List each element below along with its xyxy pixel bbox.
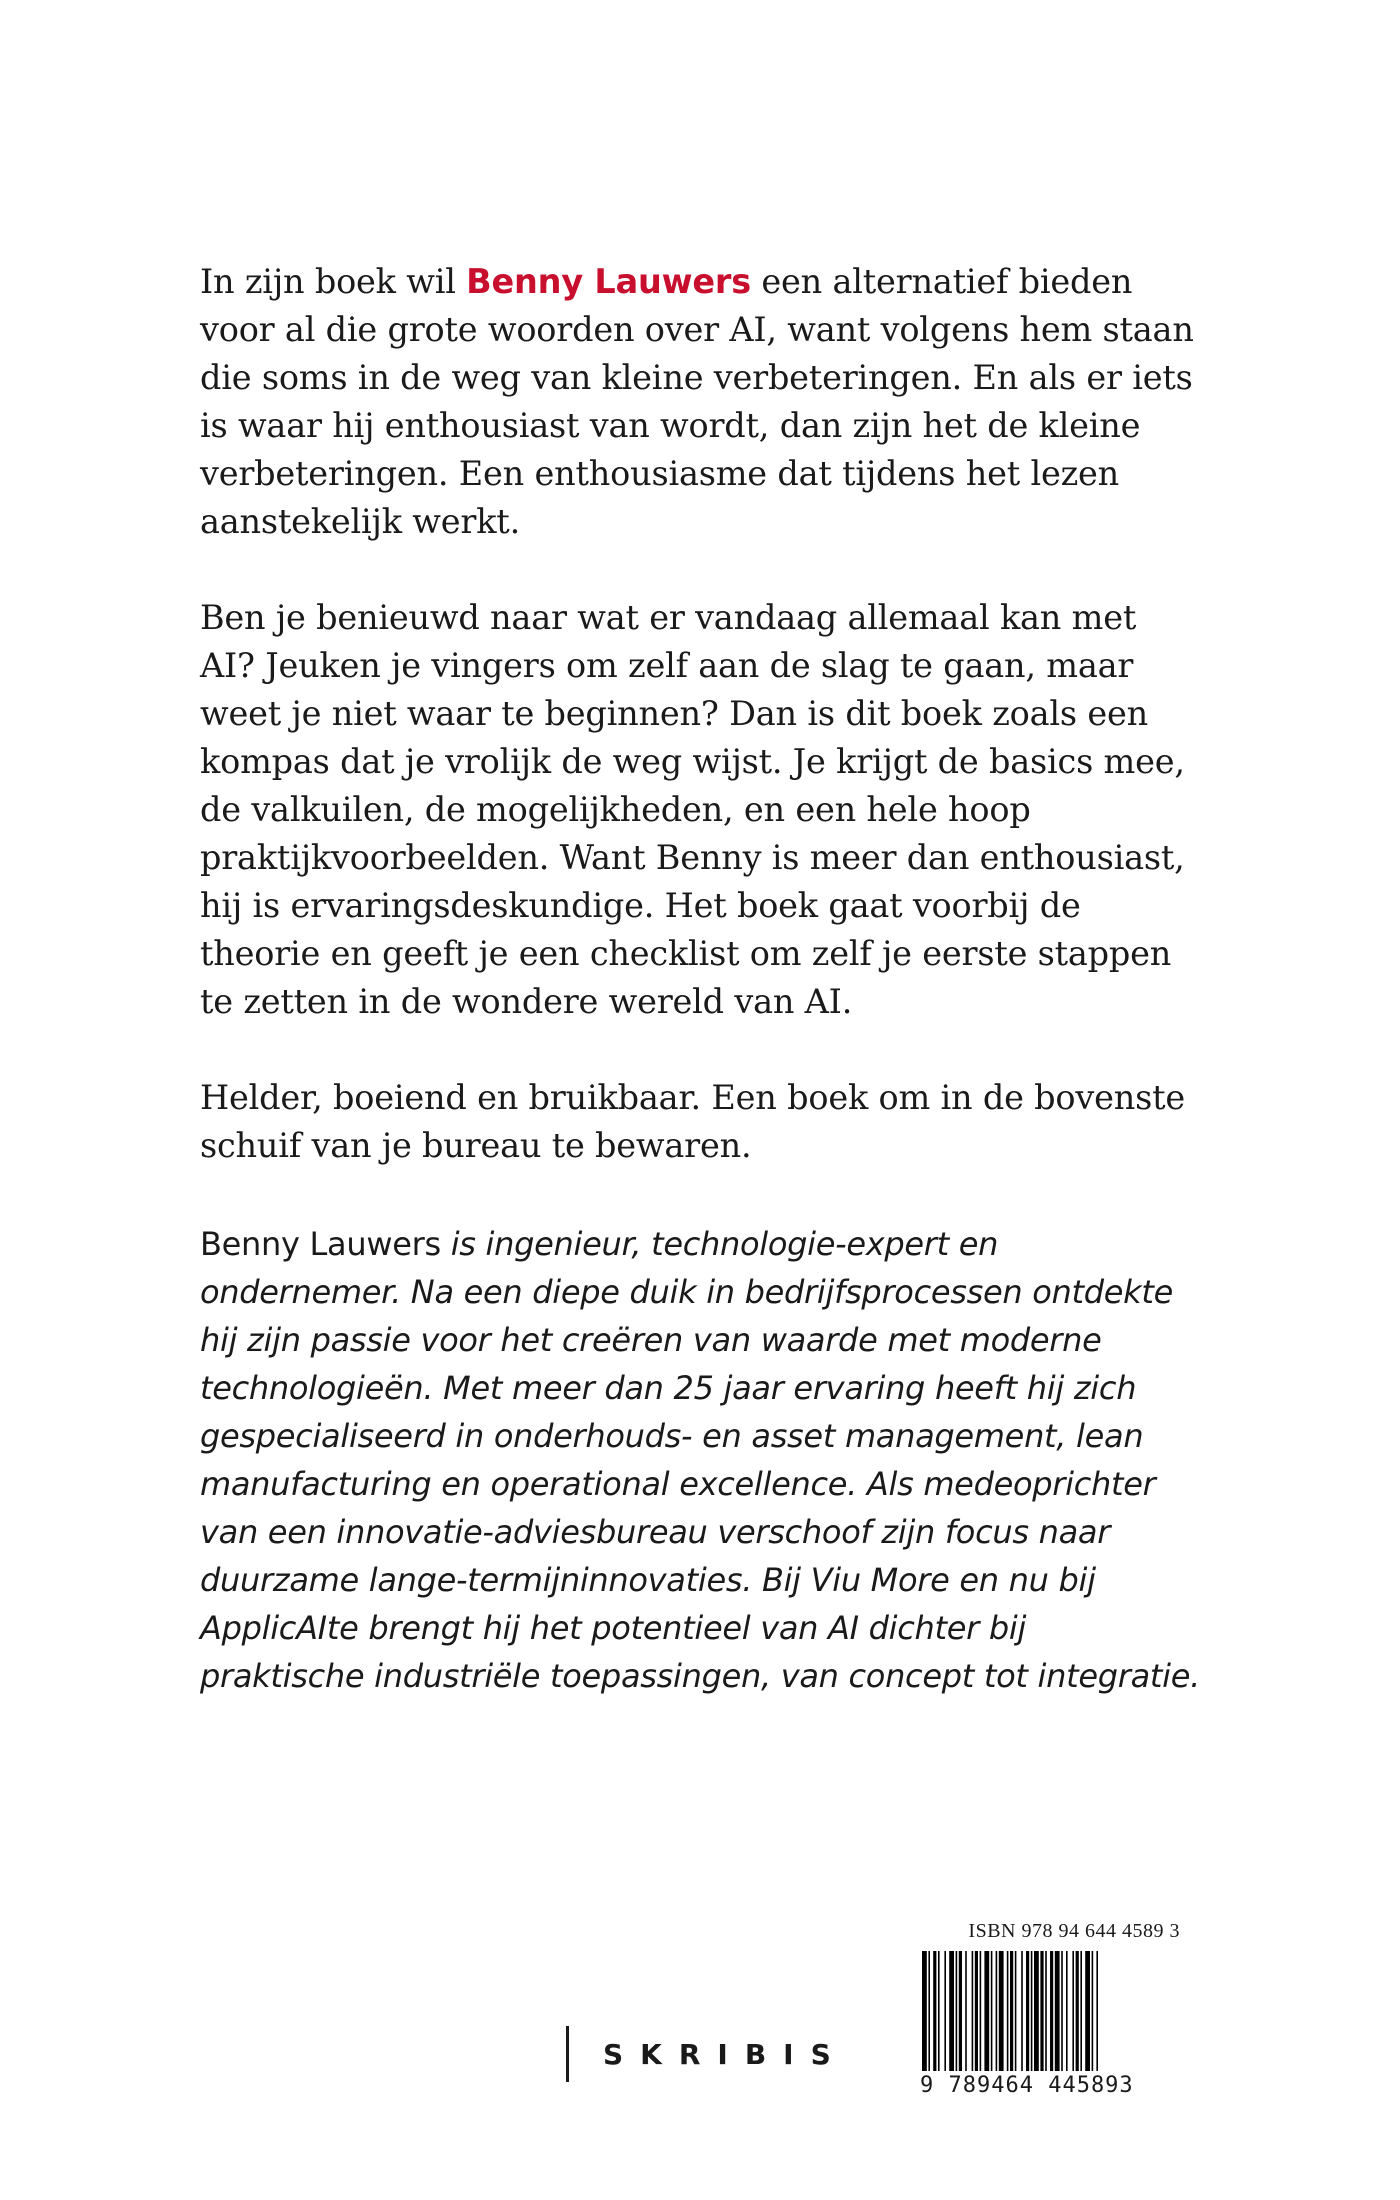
publisher-name: SKRIBIS bbox=[603, 2037, 848, 2071]
barcode-bar bbox=[1076, 1951, 1079, 2071]
isbn-block bbox=[920, 1920, 1180, 2098]
barcode-bar bbox=[959, 1951, 962, 2071]
back-cover-blurb bbox=[200, 258, 1200, 1218]
blurb-paragraph-2: Ben je benieuwd naar wat er vandaag allemaal kan met AI? Jeuken je vingers om zelf aan de slag te gaan, maar weet je niet waar te beginnen? Dan is dit boek zoals een kompas dat je vrolijk de weg wijst. Je krijgt de basics mee, de valkuilen, de mogelijkheden, en een hele hoop praktijkvoorbeelden. Want Benny is meer dan enthousiast, hij is ervaringsdeskundige. Het boek gaat voorbij de theorie en geeft je een checklist om zelf je eerste stappen te zetten in de wondere wereld van AI. bbox=[200, 598, 1185, 1021]
barcode-bar bbox=[975, 1951, 978, 2071]
author-bio bbox=[200, 1220, 1200, 1700]
barcode-digits: 9 789464 445893 bbox=[920, 2073, 1134, 2098]
blurb-paragraph-1 bbox=[200, 258, 1200, 546]
barcode-bar bbox=[984, 1951, 989, 2071]
barcode-bar bbox=[1072, 1951, 1074, 2071]
barcode-bar bbox=[1061, 1951, 1063, 2071]
barcode-bar bbox=[928, 1951, 930, 2071]
barcode-bar bbox=[1080, 1951, 1082, 2071]
barcode-bar bbox=[1092, 1951, 1094, 2071]
barcode-bar bbox=[1055, 1951, 1060, 2071]
publisher-logo bbox=[566, 2026, 848, 2082]
barcode-bar bbox=[991, 1951, 993, 2071]
barcode-bar bbox=[944, 1951, 946, 2071]
barcode-bar bbox=[1066, 1951, 1068, 2071]
barcode-bar bbox=[965, 1951, 967, 2071]
barcode bbox=[920, 1951, 1180, 2071]
barcode-bar bbox=[1021, 1951, 1023, 2071]
barcode-bar bbox=[999, 1951, 1004, 2071]
barcode-bar bbox=[938, 1951, 940, 2071]
barcode-bar bbox=[1015, 1951, 1017, 2071]
barcode-bar bbox=[922, 1951, 927, 2071]
barcode-bar bbox=[1034, 1951, 1039, 2071]
publisher-logo-bar bbox=[566, 2026, 569, 2082]
barcode-bar bbox=[1045, 1951, 1047, 2071]
isbn-label: ISBN 978 94 644 4589 3 bbox=[968, 1920, 1180, 1942]
barcode-bar bbox=[980, 1951, 982, 2071]
barcode-icon bbox=[920, 1951, 1180, 2071]
barcode-bar bbox=[1031, 1951, 1033, 2071]
barcode-bar bbox=[1050, 1951, 1053, 2071]
barcode-bar bbox=[1096, 1951, 1098, 2071]
barcode-bar bbox=[996, 1951, 998, 2071]
author-bio-paragraph bbox=[200, 1220, 1200, 1700]
barcode-bar bbox=[1007, 1951, 1009, 2071]
author-name-highlight: Benny Lauwers bbox=[466, 262, 751, 301]
barcode-bar bbox=[1010, 1951, 1013, 2071]
barcode-bar bbox=[1085, 1951, 1090, 2071]
bio-author-name: Benny Lauwers bbox=[200, 1225, 441, 1263]
barcode-bar bbox=[1040, 1951, 1043, 2071]
barcode-bar bbox=[949, 1951, 954, 2071]
blurb-paragraph-3: Helder, boeiend en bruikbaar. Een boek om in de bovenste schuif van je bureau te bewaren. bbox=[200, 1078, 1185, 1165]
bio-text: is ingenieur, technologie-expert en ondernemer. Na een diepe duik in bedrijfsprocessen ontdekte hij zijn passie voor het creëren van waarde met moderne technologieën. Met meer dan 25 jaar ervaring heeft hij zich gespecialiseerd in onderhouds- en asset management, lean manufacturing en operational excellence. Als medeoprichter van een innovatie-adviesbureau verschoof zijn focus naar duurzame lange-termijninnovaties. Bij Viu More en nu bij ApplicAIte brengt hij het potentieel van AI dichter bij praktische industriële toepassingen, van concept tot integratie. bbox=[200, 1225, 1200, 1695]
blurb-text: In zijn boek wil bbox=[200, 262, 467, 301]
barcode-bar bbox=[956, 1951, 958, 2071]
blurb-text: een alternatief bieden voor al die grote woorden over AI, want volgens hem staan die soms in de weg van kleine verbeteringen. En als er iets is waar hij enthousiast van wordt, dan zijn het de kleine verbeteringen. Een enthousiasme dat tijdens het lezen aanstekelijk werkt. bbox=[200, 262, 1194, 541]
barcode-bar bbox=[1026, 1951, 1029, 2071]
barcode-bar bbox=[972, 1951, 974, 2071]
barcode-bar bbox=[933, 1951, 936, 2071]
